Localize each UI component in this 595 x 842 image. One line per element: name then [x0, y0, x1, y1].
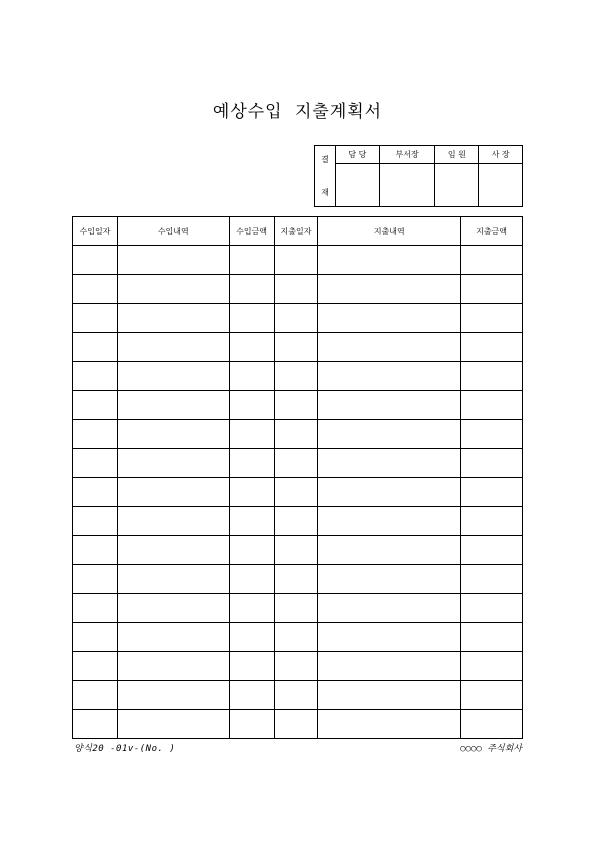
table-cell[interactable]: [274, 710, 318, 739]
table-row: [73, 536, 523, 565]
table-cell[interactable]: [274, 449, 318, 478]
table-row: [73, 652, 523, 681]
table-cell[interactable]: [117, 304, 229, 333]
table-cell[interactable]: [117, 536, 229, 565]
table-cell[interactable]: [318, 594, 461, 623]
table-cell[interactable]: [461, 681, 523, 710]
table-row: [73, 391, 523, 420]
table-cell[interactable]: [229, 710, 274, 739]
table-cell[interactable]: [117, 652, 229, 681]
table-cell[interactable]: [461, 391, 523, 420]
table-cell[interactable]: [229, 420, 274, 449]
header-expense-detail: 지출내역: [318, 217, 461, 246]
table-cell[interactable]: [461, 420, 523, 449]
table-cell[interactable]: [318, 536, 461, 565]
approval-sign-executive[interactable]: [435, 164, 479, 207]
table-row: [73, 362, 523, 391]
table-cell[interactable]: [229, 507, 274, 536]
table-cell[interactable]: [73, 275, 118, 304]
table-cell[interactable]: [229, 681, 274, 710]
table-cell[interactable]: [117, 478, 229, 507]
table-cell[interactable]: [73, 449, 118, 478]
table-cell[interactable]: [461, 275, 523, 304]
table-cell[interactable]: [461, 536, 523, 565]
header-income-amount: 수입금액: [229, 217, 274, 246]
table-cell[interactable]: [274, 652, 318, 681]
table-cell[interactable]: [461, 652, 523, 681]
table-cell[interactable]: [73, 652, 118, 681]
approval-col-president: 사 장: [479, 146, 523, 164]
table-cell[interactable]: [318, 507, 461, 536]
table-cell[interactable]: [73, 362, 118, 391]
table-cell[interactable]: [73, 420, 118, 449]
table-cell[interactable]: [318, 275, 461, 304]
table-row: [73, 420, 523, 449]
table-cell[interactable]: [73, 478, 118, 507]
table-row: [73, 565, 523, 594]
table-row: [73, 623, 523, 652]
table-cell[interactable]: [318, 304, 461, 333]
table-cell[interactable]: [274, 594, 318, 623]
table-cell[interactable]: [461, 478, 523, 507]
table-cell[interactable]: [274, 420, 318, 449]
approval-sign-president[interactable]: [479, 164, 523, 207]
table-cell[interactable]: [229, 623, 274, 652]
table-row: [73, 594, 523, 623]
table-cell[interactable]: [318, 420, 461, 449]
table-cell[interactable]: [461, 449, 523, 478]
table-cell[interactable]: [318, 246, 461, 275]
table-cell[interactable]: [318, 391, 461, 420]
approval-col-dept-head: 부서장: [379, 146, 435, 164]
table-cell[interactable]: [117, 246, 229, 275]
header-expense-date: 지출일자: [274, 217, 318, 246]
table-cell[interactable]: [73, 681, 118, 710]
table-row: [73, 478, 523, 507]
table-cell[interactable]: [318, 478, 461, 507]
table-cell[interactable]: [274, 246, 318, 275]
table-cell[interactable]: [117, 681, 229, 710]
table-cell[interactable]: [117, 391, 229, 420]
table-cell[interactable]: [229, 333, 274, 362]
table-cell[interactable]: [461, 304, 523, 333]
table-cell[interactable]: [73, 594, 118, 623]
table-row: [73, 275, 523, 304]
table-cell[interactable]: [229, 652, 274, 681]
table-cell[interactable]: [318, 710, 461, 739]
table-cell[interactable]: [274, 391, 318, 420]
table-cell[interactable]: [274, 565, 318, 594]
table-cell[interactable]: [229, 246, 274, 275]
table-row: [73, 507, 523, 536]
approval-side-bottom: 재: [321, 188, 329, 197]
table-cell[interactable]: [117, 420, 229, 449]
table-cell[interactable]: [117, 275, 229, 304]
table-cell[interactable]: [274, 623, 318, 652]
approval-sign-dept-head[interactable]: [379, 164, 435, 207]
table-cell[interactable]: [461, 362, 523, 391]
table-cell[interactable]: [73, 565, 118, 594]
table-row: [73, 304, 523, 333]
table-cell[interactable]: [73, 536, 118, 565]
table-cell[interactable]: [117, 333, 229, 362]
table-cell[interactable]: [461, 710, 523, 739]
table-cell[interactable]: [117, 507, 229, 536]
table-header-row: [73, 217, 523, 246]
table-cell[interactable]: [229, 536, 274, 565]
plan-table: [72, 216, 523, 739]
table-row: [73, 681, 523, 710]
table-cell[interactable]: [229, 565, 274, 594]
approval-col-executive: 임 원: [435, 146, 479, 164]
table-cell[interactable]: [318, 333, 461, 362]
table-row: [73, 333, 523, 362]
table-cell[interactable]: [274, 536, 318, 565]
table-body: [73, 246, 523, 739]
table-cell[interactable]: [318, 681, 461, 710]
table-cell[interactable]: [274, 333, 318, 362]
table-cell[interactable]: [461, 333, 523, 362]
table-cell[interactable]: [117, 594, 229, 623]
approval-sign-staff[interactable]: [336, 164, 380, 207]
table-cell[interactable]: [274, 275, 318, 304]
approval-side-label: [315, 146, 336, 207]
table-cell[interactable]: [73, 507, 118, 536]
approval-box: [314, 145, 523, 207]
header-income-detail: 수입내역: [117, 217, 229, 246]
table-cell[interactable]: [117, 710, 229, 739]
table-cell[interactable]: [229, 478, 274, 507]
document-title: 예상수입 지출계획서: [212, 102, 383, 122]
approval-side-top: 결: [321, 155, 329, 164]
table-cell[interactable]: [73, 333, 118, 362]
table-cell[interactable]: [229, 304, 274, 333]
table-cell[interactable]: [318, 623, 461, 652]
table-cell[interactable]: [274, 362, 318, 391]
table-cell[interactable]: [229, 594, 274, 623]
table-cell[interactable]: [461, 565, 523, 594]
table-row: [73, 449, 523, 478]
table-cell[interactable]: [274, 478, 318, 507]
table-cell[interactable]: [318, 449, 461, 478]
company-name: ○○○○ 주식회사: [460, 744, 522, 754]
header-expense-amount: 지출금액: [461, 217, 523, 246]
table-cell[interactable]: [73, 623, 118, 652]
table-cell[interactable]: [274, 507, 318, 536]
table-cell[interactable]: [274, 681, 318, 710]
table-cell[interactable]: [274, 304, 318, 333]
table-cell[interactable]: [73, 710, 118, 739]
table-cell[interactable]: [229, 449, 274, 478]
form-number: 양식20 -01v-(No. ): [74, 744, 176, 754]
table-cell[interactable]: [318, 652, 461, 681]
header-income-date: 수입일자: [73, 217, 118, 246]
table-cell[interactable]: [117, 362, 229, 391]
table-cell[interactable]: [318, 362, 461, 391]
table-cell[interactable]: [461, 623, 523, 652]
table-row: [73, 710, 523, 739]
table-cell[interactable]: [73, 304, 118, 333]
table-cell[interactable]: [73, 391, 118, 420]
table-cell[interactable]: [229, 275, 274, 304]
table-cell[interactable]: [318, 565, 461, 594]
approval-col-staff: 담 당: [336, 146, 380, 164]
table-cell[interactable]: [229, 362, 274, 391]
table-cell[interactable]: [117, 565, 229, 594]
table-cell[interactable]: [229, 391, 274, 420]
table-cell[interactable]: [117, 623, 229, 652]
table-row: [73, 246, 523, 275]
table-cell[interactable]: [461, 246, 523, 275]
table-cell[interactable]: [461, 594, 523, 623]
table-cell[interactable]: [461, 507, 523, 536]
table-cell[interactable]: [117, 449, 229, 478]
table-cell[interactable]: [73, 246, 118, 275]
